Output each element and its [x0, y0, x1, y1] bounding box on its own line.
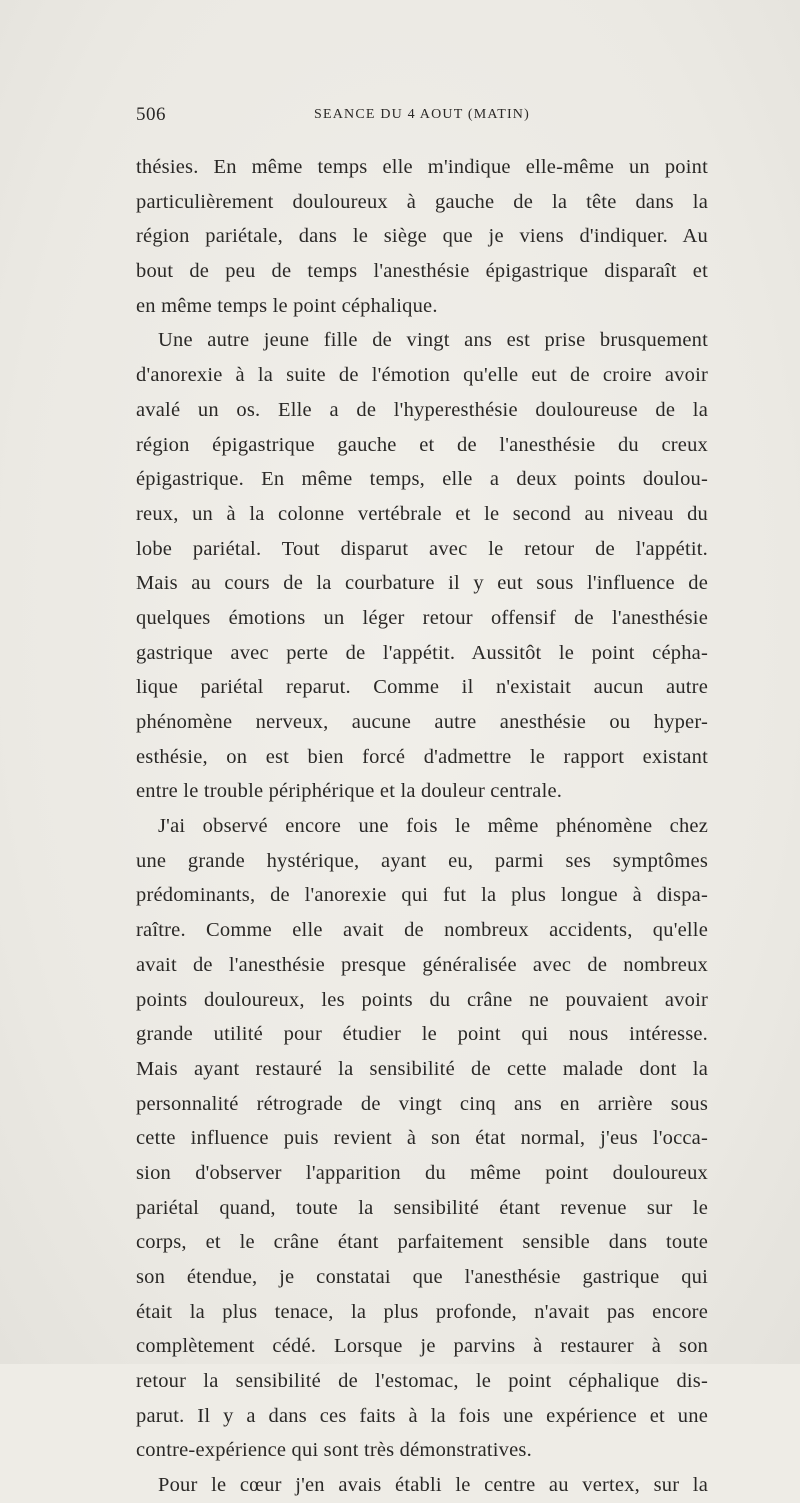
text-line: complètement cédé. Lorsque je parvins à restaurer à son — [136, 1335, 708, 1358]
text-line: pariétal quand, toute la sensibilité étant revenue sur le — [136, 1196, 708, 1219]
running-head — [136, 104, 708, 128]
text-line: esthésie, on est bien forcé d'admettre le rapport existant — [136, 745, 708, 768]
text-line: lobe pariétal. Tout disparut avec le retour de l'appétit. — [136, 537, 708, 560]
text-line: entre le trouble périphérique et la douleur centrale. — [136, 780, 563, 803]
text-line: région épigastrique gauche et de l'anesthésie du creux — [136, 433, 708, 456]
text-line: reux, un à la colonne vertébrale et le second au niveau du — [136, 502, 708, 525]
text-line: personnalité rétrograde de vingt cinq ans en arrière sous — [136, 1092, 708, 1115]
text-line: points douloureux, les points du crâne ne pouvaient avoir — [136, 988, 708, 1011]
text-line: thésies. En même temps elle m'indique elle-même un point — [136, 156, 708, 178]
text-line: prédominants, de l'anorexie qui fut la plus longue à dispa- — [136, 884, 708, 907]
page-number: 506 — [136, 104, 166, 125]
text-line: Mais au cours de la courbature il y eut sous l'influence de — [136, 572, 708, 595]
text-line: cette influence puis revient à son état normal, j'eus l'occa- — [136, 1127, 708, 1150]
text-line: région pariétale, dans le siège que je viens d'indiquer. Au — [136, 225, 708, 248]
text-line: Mais ayant restauré la sensibilité de cette malade dont la — [136, 1057, 708, 1080]
text-line: son étendue, je constatai que l'anesthésie gastrique qui — [136, 1266, 708, 1288]
text-line: grande utilité pour étudier le point qui nous intéresse. — [136, 1023, 708, 1046]
text-line: Une autre jeune fille de vingt ans est prise brusquement — [158, 329, 708, 352]
text-line: retour la sensibilité de l'estomac, le point céphalique dis- — [136, 1370, 708, 1393]
body-text — [136, 150, 708, 1503]
text-line: en même temps le point céphalique. — [136, 294, 438, 317]
text-line: épigastrique. En même temps, elle a deux points doulou- — [136, 468, 708, 491]
text-line: particulièrement douloureux à gauche de la tête dans la — [136, 190, 708, 213]
text-line: quelques émotions un léger retour offensif de l'anesthésie — [136, 606, 708, 629]
text-line: parut. Il y a dans ces faits à la fois une expérience et une — [136, 1404, 708, 1427]
text-line: d'anorexie à la suite de l'émotion qu'elle eut de croire avoir — [136, 364, 708, 387]
text-line: bout de peu de temps l'anesthésie épigastrique disparaît et — [136, 260, 708, 283]
text-line: corps, et le crâne étant parfaitement sensible dans toute — [136, 1231, 708, 1254]
text-line: phénomène nerveux, aucune autre anesthésie ou hyper- — [136, 711, 708, 733]
text-line: Pour le cœur j'en avais établi le centre au vertex, sur la — [158, 1474, 708, 1497]
text-line: était la plus tenace, la plus profonde, n'avait pas encore — [136, 1300, 708, 1323]
text-line: sion d'observer l'apparition du même point douloureux — [136, 1161, 708, 1184]
text-line: avalé un os. Elle a de l'hyperesthésie douloureuse de la — [136, 398, 708, 421]
text-line: gastrique avec perte de l'appétit. Aussitôt le point cépha- — [136, 641, 708, 664]
text-line: une grande hystérique, ayant eu, parmi ses symptômes — [136, 849, 708, 872]
running-title: SEANCE DU 4 AOUT (MATIN) — [314, 107, 530, 122]
text-line: contre-expérience qui sont très démonstratives. — [136, 1439, 532, 1462]
text-line: raître. Comme elle avait de nombreux accidents, qu'elle — [136, 919, 708, 942]
text-line: J'ai observé encore une fois le même phénomène chez — [158, 815, 708, 838]
text-line: avait de l'anesthésie presque généralisée avec de nombreux — [136, 953, 708, 976]
text-line: lique pariétal reparut. Comme il n'existait aucun autre — [136, 676, 708, 699]
